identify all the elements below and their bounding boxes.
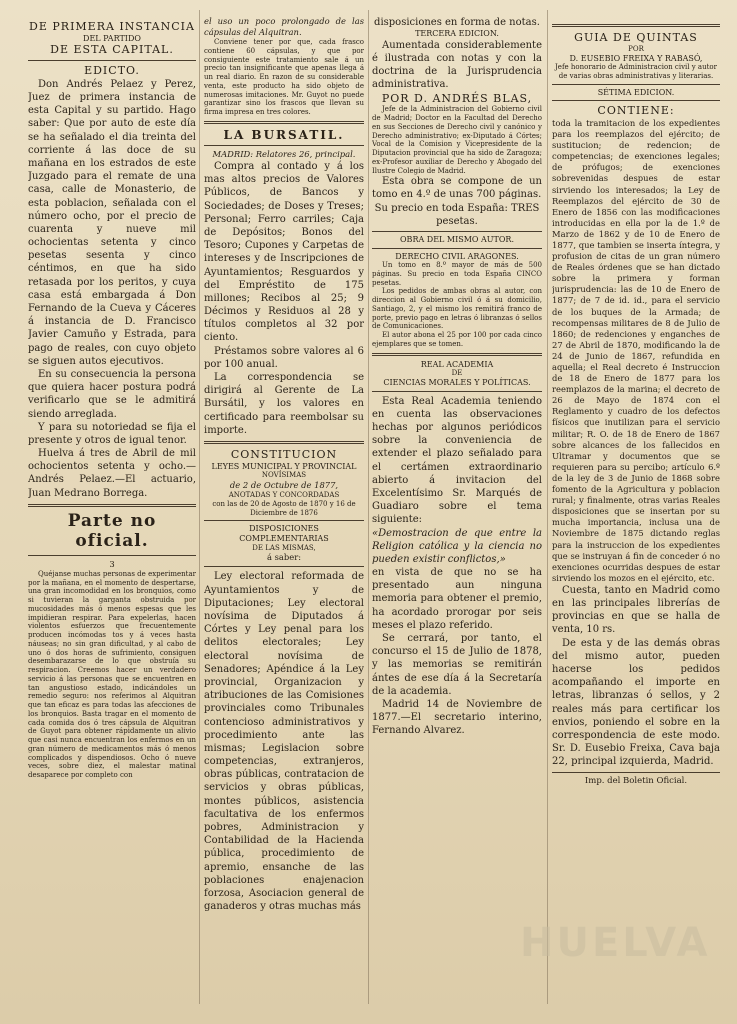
contiene-body: toda la tramitacion de los expedientes para los reemplazos del ejército; de sustitucion; de redencion; de competencias; de exenciones legales; de prófugos; de exenciones sobrevenidas despues de estar sirviendo los interesados; la Ley de Reemplazos del ejército de 30 de Enero de 1856 con las modificaciones introducidas en ella por la de 1.º de Marzo de 1862 y de 10 de Enero de 1877, que tambien se inserta íntegra, y profusion de citas de un gran número de Reales órdenes que se han dictado sobre la primera y forman jurisprudencia: las de 10 de Enero de 1877; de 7 de id. id., para el servicio de los buques de la Armada; de recompensas militares de 8 de Julio de 1860; de redenciones y enganches de 27 de Abril de 1870, modificando la de 24 de Junio de 1867, refundida en aquella; el Real decreto é Instruccion de 18 de Enero de 1877 para los reemplazos de la marina; el decreto de 26 de Mayo de 1874 con el Reglamento y cuadro de los defectos físicos que inutilizan para el servicio militar; R. O. de 18 de Enero de 1867 sobre alcances de los fallecidos en Ultramar y documentos que se requieren para su percibo; artículo 6.º de la ley de 3 de Junio de 1868 sobre fomento de la Agricultura y poblacion rural; y finalmente, otras varias Reales disposiciones que se insertan por su mucha importancia, inclusa una de Noviembre de 1875 dictando reglas para la instruccion de los expedientes que se instruyan á fin de conceder ó no exenciones ocurridas despues de estar sirviendo los mozos en el ejército, etc. [552,117,720,583]
novisimas-label: NOVÍSIMAS [261,471,307,480]
section-number: 3 [109,558,115,569]
derecho-civil-title: DERECHO CIVIL ARAGONES. [395,251,519,261]
parte-body: Quéjanse muchas personas de experimentar por la mañana, en el momento de despertarse, una gran incomodidad en los bronquios, como si tuvieran la garganta obstruida por mucosidades más ó menos espesas que les impidieran respirar. Para expelerlas, hacen violentos esfuerzos que frecuentemente producen incómodas tos y á veces hasta náuseas; no sin gran dificultad, y al cabo de uno ó dos horas de sufrimiento, consiguen desembarazarse de lo que obstruía su respiracion. Creemos hacer un verdadero servicio á las personas que se encuentren en tan angustioso estado, indicándoles un remedio seguro: nos referimos al Alquitran que tan eficaz es para todas las afecciones de los bronquios. Basta tragar en el momento de cada comida dos ó tres cápsula de Alquitran de Guyot para obtener rápidamente un alivio que casi nunca encuentran los enfermos en un gran número de medicamentos más ó menos complicados y dispendiosos. Ocho ó nueve veces, sobre diez, el malestar matinal desaparece por completo con [28,569,196,780]
heading-capital: DE ESTA CAPITAL. [50,43,174,57]
edicto-title: EDICTO. [84,64,140,78]
alquitran-continuation: el uso un poco prolongado de las cápsulas del Alquitran. [204,16,364,38]
academia-paragraph-2: en vista de que no se ha presentado aun ninguna memoria para obtener el premio, ha acordado prorogar por seis meses el plazo referido. [372,567,542,631]
anotadas-label: ANOTADAS Y CONCORDADAS [228,491,340,500]
bursatil-paragraph-2: Préstamos sobre valores al 6 por 100 anual. [204,345,364,370]
ley-date: de 2 de Octubre de 1877, [229,480,339,491]
contiene-title: CONTIENE: [597,104,675,118]
bursatil-address: MADRID: Relatores 26, principal. [212,148,356,159]
bursatil-title: LA BURSATIL. [223,127,345,142]
edicto-paragraph-3: Y para su notoriedad se fija el presente y otros de igual tenor. [28,421,196,446]
heading-primera-instancia: DE PRIMERA INSTANCIA [29,20,195,33]
academia-tema: «Demostracion de que entre la Religion católica y la ciencia no pueden existir conflictos,» [372,527,542,565]
alquitran-note: Conviene tener por que, cada frasco contiene 60 cápsulas, y que por consiguiente este tratamiento sale á un precio tan insignificante que apenas llega á un real diario. En razon de su considerable venta, este producto ha sido objeto de numerosas imitaciones. Mr. Guyot no puede garantizar sino los frascos que llevan su firma impresa en tres colores. [204,38,364,117]
obra-description: Esta obra se compone de un tomo en 4.º de unas 700 páginas. [372,176,542,201]
pedidos-info: Los pedidos de ambas obras al autor, con direccion al Gobierno civil ó á su domicilio, Santiago, 2, y el mismo los remitirá franco de porte, previo pago en letras ó libranzas ó sellos de Comunicaciones. [372,287,542,331]
tercera-edicion: TERCERA EDICION. [415,29,499,39]
septima-edicion: SÉTIMA EDICION. [597,87,675,97]
ley-list-body: Ley electoral reformada de Ayuntamientos y de Diputaciones; Ley electoral novísima de Diputados á Córtes y Ley penal para los delitos electorales; Ley electoral novísima de Senadores; Apéndice á la Ley provincial, Organizacion y atribuciones de las Comisiones provinciales como Tribunales contencioso administrativos y procedimiento ante las mismas; Legislacion sobre competencias, extranjeros, obras públicas, contratacion de servicios y obras públicas, montes públicos, asistencia facultativa de los enfermos pobres, Administracion y Contabilidad de la Hacienda pública, procedimiento de apremio, ensanche de las poblaciones enajenacion forzosa, Asociacion general de ganaderos y otras muchas más [204,571,364,913]
author-credentials: Jefe de la Administracion del Gobierno civil de Madrid; Doctor en la Facultad del Derecho en sus Secciones de Derecho civil y canónico y Derecho administrativo; ex-Diputado á Córtes; Vocal de la Comision y Vicepresidente de la Diputacion provincial que ha sido de Zaragoza; ex-Profesor auxiliar de Derecho y Abogado del Ilustre Colegio de Madrid. [372,105,542,175]
real-academia-title: REAL ACADEMIA [420,359,494,369]
por-label: POR [628,44,644,53]
leyes-title: LEYES MUNICIPAL Y PROVINCIAL [211,461,357,471]
guia-author-credentials: Jefe honorario de Administracion civil y autor de varias obras administrativas y literarias. [555,63,717,80]
obra-mismo-autor: OBRA DEL MISMO AUTOR. [400,235,514,245]
academia-body: Esta Real Academia teniendo en cuenta las observaciones hechas por algunos periódicos sobre la conveniencia de extender el plazo señalado para el certámen extraordinario abierto á invitacion del Excelentísimo Sr. Marqués de Guadiaro sobre el tema siguiente: [372,395,542,526]
bursatil-body: Compra al contado y á los mas altos precios de Valores Públicos, de Bancos y Sociedades; de Doses y Treses; Personal; Ferro carriles; Caja de Depósitos; Bonos del Tesoro; Cupones y Carpetas de intereses y de Inscripciones de Ayuntamientos; Resguardos y del Empréstito de 175 millones; Recibos al 25; 9 Décimos y Residuos al 28 y títulos completos al 32 por ciento. [204,161,364,344]
academia-paragraph-3: Se cerrará, por tanto, el concurso el 15 de Julio de 1878, y las memorias se remitirán ántes de ese día á la Secretaría de la academia. [372,633,542,697]
bursatil-paragraph-3: La correspondencia se dirigirá al Gerente de La Bursátil, y los valores en certificado para reembolsar su importe. [204,372,364,436]
de-label: DE [451,369,463,378]
guia-quintas-title: GUIA DE QUINTAS [574,31,698,44]
column-rule [199,10,200,1004]
heading-partido: DEL PARTIDO [83,33,141,43]
cuesta-info: Cuesta, tanto en Madrid como en las principales librerías de provincias en que se halla de venta, 10 rs. [552,584,720,636]
abono-info: El autor abona el 25 por 100 por cada cinco ejemplares que se tomen. [372,331,542,348]
author-line: POR D. ANDRÉS BLAS, [381,91,533,105]
academia-paragraph-4: Madrid 14 de Noviembre de 1877.—El secretario interino, Fernando Alvarez. [372,698,542,737]
obra-price: Su precio en toda España: TRES pesetas. [374,202,540,227]
archive-watermark: HUELVA [520,920,711,966]
column-4 [552,0,720,1024]
parte-no-oficial-heading: Parte no oficial. [67,510,157,551]
disposiciones-title: DISPOSICIONES COMPLEMENTARIAS [239,524,329,543]
edicto-body: Don Andrés Pelaez y Perez, Juez de primera instancia de esta Capital y su partido. Hago saber: Que por auto de este día se ha señalado el dia treinta del corriente á las doce de su mañana en los estrados de este Juzgado para el remate de una casa, calle de Monasterio, de esta poblacion, señalada con el número ocho, por el precio de cuarenta y nueve mil ochocientas setenta y cinco pesetas sesenta y cinco céntimos, en que ha sido retasada por los peritos, y cuya casa está embargada á Don Fernando de la Cueva y Cáceres á instancia de D. Francisco Javier Camuño y Estrada, para pago de reales, con cuyo objeto se siguen autos ejecutivos. [28,78,196,367]
guia-author: D. EUSEBIO FREIXA Y RABASÓ, [569,53,703,63]
disposiciones-notas: disposiciones en forma de notas. [374,17,540,28]
column-rule [547,10,548,1004]
concordadas-detail: con las de 20 de Agosto de 1870 y 16 de Diciembre de 1876 [212,499,356,517]
imprenta-credit: Imp. del Boletin Oficial. [584,775,688,786]
tomo-description: Un tomo en 8.º mayor de más de 500 páginas. Su precio en toda España CINCO pesetas. [372,261,542,287]
column-2 [204,0,364,1024]
tercera-body: Aumentada considerablemente é ilustrada con notas y con la doctrina de la Jurisprudencia administrativa. [372,39,542,91]
column-1 [28,0,196,1024]
edicto-paragraph-2: En su consecuencia la persona que quiera hacer postura podrá verificarlo que se le admitirá siendo arreglada. [28,368,196,420]
column-rule [368,10,369,1004]
ciencias-title: CIENCIAS MORALES Y POLÍTICAS. [383,378,531,388]
a-saber: á saber: [266,552,302,563]
constitucion-title: CONSTITUCION [230,447,338,461]
edicto-paragraph-4: Huelva á tres de Abril de mil ochocientos setenta y ocho.—Andrés Pelaez.—El actuario, Juan Medrano Borrega. [28,448,196,499]
de-las-mismas: DE LAS MISMAS, [252,543,316,552]
pedidos-freixa: De esta y de las demás obras del mismo autor, pueden hacerse los pedidos acompañando el importe en letras, libranzas ó sellos, y 2 reales más para certificar los envios, poniendo el sobre en la correspondencia de este modo. Sr. D. Eusebio Freixa, Cava baja 22, principal izquierda, Madrid. [552,637,720,768]
column-3 [372,0,542,1024]
